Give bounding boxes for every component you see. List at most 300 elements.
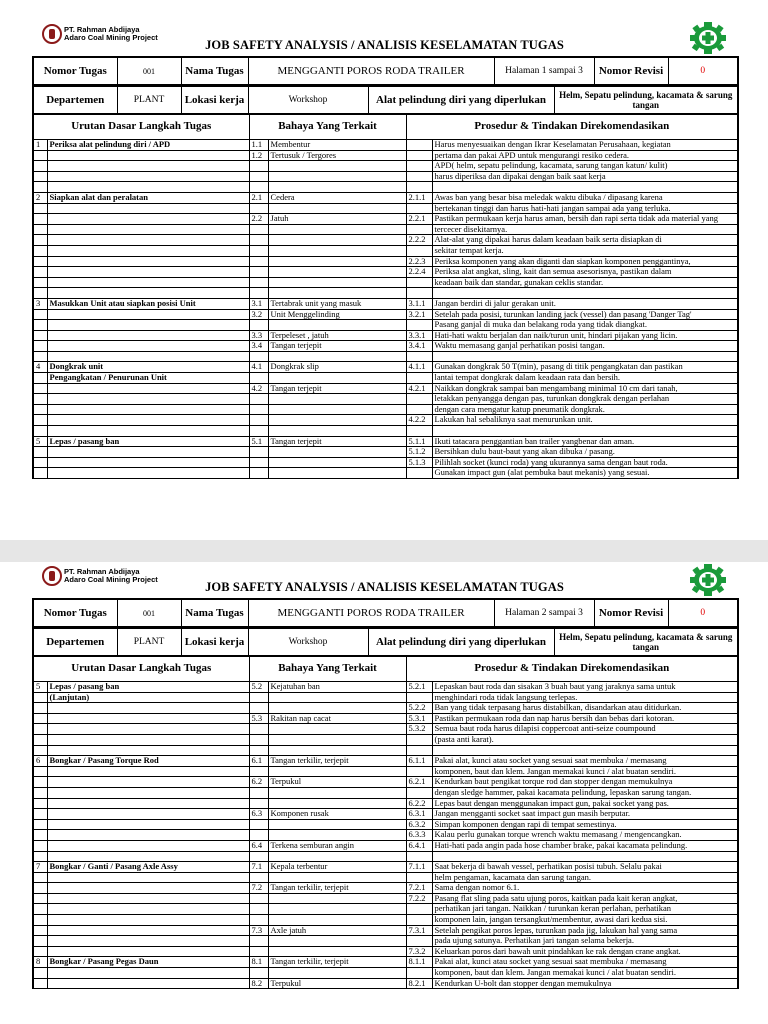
procedure-number: 4.1.1 bbox=[406, 362, 432, 373]
procedure-text: Ikuti tatacara penggantian ban trailer yangbenar dan aman. bbox=[432, 436, 738, 447]
procedure-number: 3.3.1 bbox=[406, 330, 432, 341]
document-page-2 bbox=[32, 564, 737, 989]
step-text bbox=[47, 968, 249, 979]
hazard-number: 2.2 bbox=[249, 214, 268, 225]
page-separator bbox=[0, 540, 768, 562]
hazard-number bbox=[249, 171, 268, 182]
step-text bbox=[47, 883, 249, 894]
hazard-text: Tangan terkilir, terjepit bbox=[268, 883, 406, 894]
procedure-number bbox=[406, 904, 432, 915]
table-row bbox=[33, 404, 738, 415]
table-row bbox=[33, 150, 738, 161]
nomor-tugas-value: 001 bbox=[117, 599, 181, 627]
procedure-number bbox=[406, 150, 432, 161]
procedure-number: 3.2.1 bbox=[406, 309, 432, 320]
nomor-revisi-value: 0 bbox=[668, 599, 738, 627]
hazard-text: Axle jatuh bbox=[268, 925, 406, 936]
hazard-number: 5.2 bbox=[249, 682, 268, 693]
procedure-number bbox=[406, 851, 432, 862]
procedure-number bbox=[406, 394, 432, 405]
company-project: Adaro Coal Mining Project bbox=[64, 33, 158, 42]
procedure-text: (pasta anti karat). bbox=[432, 734, 738, 745]
step-text bbox=[47, 288, 249, 299]
procedure-text: Periksa alat angkat, sling, kait dan semua asesorisnya, pastikan dalam bbox=[432, 267, 738, 278]
hazard-text bbox=[268, 404, 406, 415]
nama-tugas-value: MENGGANTI POROS RODA TRAILER bbox=[248, 57, 494, 85]
hazard-number bbox=[249, 724, 268, 735]
hazard-number: 3.1 bbox=[249, 298, 268, 309]
hazard-number bbox=[249, 904, 268, 915]
table-row bbox=[33, 426, 738, 437]
hazard-text: Dongkrak slip bbox=[268, 362, 406, 373]
procedure-text: Pasang flat sling pada satu ujung poros, kaitkan pada kait keran angkat, bbox=[432, 893, 738, 904]
hazard-text bbox=[268, 426, 406, 437]
step-number bbox=[33, 777, 47, 788]
procedure-number bbox=[406, 404, 432, 415]
company-name: PT. Rahman Abdijaya bbox=[64, 25, 140, 34]
hazard-number bbox=[249, 277, 268, 288]
hazard-text bbox=[268, 745, 406, 756]
hazard-number bbox=[249, 745, 268, 756]
procedure-text: Keluarkan poros dari bawah unit pindahkan ke rak dengan crane angkat. bbox=[432, 946, 738, 957]
hazard-number bbox=[249, 819, 268, 830]
step-text bbox=[47, 809, 249, 820]
hazard-text bbox=[268, 893, 406, 904]
table-row bbox=[33, 893, 738, 904]
procedure-text: Alat-alat yang dipakai harus dalam keadaan baik serta disiapkan di bbox=[432, 235, 738, 246]
lokasi-label: Lokasi kerja bbox=[181, 629, 248, 657]
procedure-number bbox=[406, 787, 432, 798]
gear-cross-icon bbox=[687, 22, 729, 54]
hazard-text: Tertusuk / Tergores bbox=[268, 150, 406, 161]
step-text bbox=[47, 256, 249, 267]
hazard-text bbox=[268, 872, 406, 883]
hazard-text: Terpukul bbox=[268, 777, 406, 788]
step-number bbox=[33, 703, 47, 714]
table-row bbox=[33, 787, 738, 798]
step-text bbox=[47, 404, 249, 415]
hazard-text: Kejatuhan ban bbox=[268, 682, 406, 693]
step-number bbox=[33, 851, 47, 862]
nomor-tugas-label: Nomor Tugas bbox=[33, 57, 117, 85]
hazard-text: Kepala terbentur bbox=[268, 862, 406, 873]
departemen-value: PLANT bbox=[117, 87, 181, 115]
apd-value: Helm, Sepatu pelindung, kacamata & sarung tangan bbox=[554, 629, 738, 657]
hazard-text bbox=[268, 256, 406, 267]
step-number bbox=[33, 915, 47, 926]
hazard-number bbox=[249, 394, 268, 405]
step-number bbox=[33, 341, 47, 352]
col-procedure-header: Prosedur & Tindakan Direkomendasikan bbox=[406, 657, 738, 682]
hazard-text bbox=[268, 351, 406, 362]
lokasi-value: Workshop bbox=[248, 629, 368, 657]
procedure-text: Kendurkan baut pengikat torque rod dan stopper dengan memukulnya bbox=[432, 777, 738, 788]
hazard-number bbox=[249, 426, 268, 437]
jsa-table bbox=[32, 115, 739, 479]
nama-tugas-value: MENGGANTI POROS RODA TRAILER bbox=[248, 599, 494, 627]
table-row bbox=[33, 925, 738, 936]
procedure-text: Pasang ganjal di muka dan belakang roda yang tidak diangkat. bbox=[432, 320, 738, 331]
col-step-header: Urutan Dasar Langkah Tugas bbox=[33, 657, 249, 682]
procedure-number bbox=[406, 245, 432, 256]
hazard-number bbox=[249, 415, 268, 426]
company-name: PT. Rahman Abdijaya bbox=[64, 567, 140, 576]
table-row bbox=[33, 224, 738, 235]
step-number bbox=[33, 936, 47, 947]
table-row bbox=[33, 862, 738, 873]
hazard-number bbox=[249, 447, 268, 458]
step-number bbox=[33, 351, 47, 362]
hazard-number bbox=[249, 798, 268, 809]
procedure-number bbox=[406, 872, 432, 883]
table-row bbox=[33, 756, 738, 767]
table-row bbox=[33, 203, 738, 214]
hazard-number bbox=[249, 766, 268, 777]
step-text bbox=[47, 946, 249, 957]
step-text bbox=[47, 766, 249, 777]
hazard-text bbox=[268, 766, 406, 777]
procedure-number bbox=[406, 936, 432, 947]
step-text bbox=[47, 171, 249, 182]
hazard-number bbox=[249, 457, 268, 468]
procedure-number: 6.4.1 bbox=[406, 840, 432, 851]
step-number bbox=[33, 809, 47, 820]
hazard-text: Tangan terkilir, terjepit bbox=[268, 957, 406, 968]
table-row bbox=[33, 904, 738, 915]
hazard-text bbox=[268, 819, 406, 830]
step-text bbox=[47, 703, 249, 714]
table-row bbox=[33, 309, 738, 320]
hazard-text bbox=[268, 267, 406, 278]
hazard-number: 5.1 bbox=[249, 436, 268, 447]
step-text bbox=[47, 203, 249, 214]
procedure-text bbox=[432, 351, 738, 362]
hazard-text bbox=[268, 182, 406, 193]
procedure-number bbox=[406, 182, 432, 193]
hazard-number: 7.3 bbox=[249, 925, 268, 936]
col-procedure-header: Prosedur & Tindakan Direkomendasikan bbox=[406, 115, 738, 140]
procedure-number: 5.1.3 bbox=[406, 457, 432, 468]
procedure-text: Gunakan dongkrak 50 T(min), pasang di titik pengangkatan dan pastikan bbox=[432, 362, 738, 373]
step-text bbox=[47, 840, 249, 851]
table-row bbox=[33, 245, 738, 256]
procedure-text bbox=[432, 288, 738, 299]
hazard-number bbox=[249, 872, 268, 883]
procedure-text: Sama dengan nomor 6.1. bbox=[432, 883, 738, 894]
procedure-number: 5.1.2 bbox=[406, 447, 432, 458]
step-text bbox=[47, 904, 249, 915]
step-number: 4 bbox=[33, 362, 47, 373]
halaman-value: Halaman 1 sampai 3 bbox=[494, 57, 594, 85]
hazard-text bbox=[268, 946, 406, 957]
step-number bbox=[33, 840, 47, 851]
nama-tugas-label: Nama Tugas bbox=[181, 57, 248, 85]
step-text bbox=[47, 872, 249, 883]
hazard-text bbox=[268, 734, 406, 745]
step-text: Lepas / pasang ban bbox=[47, 436, 249, 447]
table-row bbox=[33, 277, 738, 288]
procedure-number: 7.1.1 bbox=[406, 862, 432, 873]
step-number: 7 bbox=[33, 862, 47, 873]
procedure-number: 5.3.1 bbox=[406, 713, 432, 724]
step-number bbox=[33, 394, 47, 405]
step-number bbox=[33, 415, 47, 426]
hazard-text bbox=[268, 851, 406, 862]
step-number bbox=[33, 426, 47, 437]
table-row bbox=[33, 703, 738, 714]
procedure-text: dengan cara mengatur katup pneumatik dongkrak. bbox=[432, 404, 738, 415]
table-row bbox=[33, 798, 738, 809]
page-header bbox=[32, 564, 737, 598]
hazard-number bbox=[249, 351, 268, 362]
hazard-text: Komponen rusak bbox=[268, 809, 406, 820]
procedure-number: 2.2.1 bbox=[406, 214, 432, 225]
procedure-number: 6.3.1 bbox=[406, 809, 432, 820]
step-text: Bongkar / Pasang Pegas Daun bbox=[47, 957, 249, 968]
step-number bbox=[33, 447, 47, 458]
procedure-text bbox=[432, 426, 738, 437]
step-text bbox=[47, 893, 249, 904]
step-text bbox=[47, 819, 249, 830]
hazard-number bbox=[249, 224, 268, 235]
table-row bbox=[33, 734, 738, 745]
hazard-number bbox=[249, 288, 268, 299]
step-number: 5 bbox=[33, 682, 47, 693]
step-number bbox=[33, 235, 47, 246]
step-text: Bongkar / Ganti / Pasang Axle Assy bbox=[47, 862, 249, 873]
step-text bbox=[47, 330, 249, 341]
step-text: Masukkan Unit atau siapkan posisi Unit bbox=[47, 298, 249, 309]
hazard-number bbox=[249, 851, 268, 862]
nomor-revisi-value: 0 bbox=[668, 57, 738, 85]
lokasi-label: Lokasi kerja bbox=[181, 87, 248, 115]
hazard-text bbox=[268, 224, 406, 235]
hazard-text bbox=[268, 415, 406, 426]
hazard-number bbox=[249, 692, 268, 703]
table-row bbox=[33, 267, 738, 278]
step-text bbox=[47, 936, 249, 947]
procedure-text: lantai tempat dongkrak dalam keadaan rata dan bersih. bbox=[432, 373, 738, 384]
step-number bbox=[33, 150, 47, 161]
step-number bbox=[33, 883, 47, 894]
table-row bbox=[33, 373, 738, 384]
procedure-text: sekitar tempat kerja. bbox=[432, 245, 738, 256]
table-row bbox=[33, 777, 738, 788]
step-text: (Lanjutan) bbox=[47, 692, 249, 703]
table-row bbox=[33, 182, 738, 193]
procedure-text bbox=[432, 182, 738, 193]
step-text bbox=[47, 351, 249, 362]
hazard-number bbox=[249, 245, 268, 256]
procedure-text: Kendurkan U-bolt dan stopper dengan memukulnya bbox=[432, 978, 738, 989]
procedure-text: tercecer disekitarnya. bbox=[432, 224, 738, 235]
procedure-text: Kalau perlu gunakan torque wrench waktu memasang / mengencangkan. bbox=[432, 830, 738, 841]
step-text bbox=[47, 383, 249, 394]
table-row bbox=[33, 383, 738, 394]
step-number bbox=[33, 320, 47, 331]
procedure-text: Simpan komponen dengan rapi di tempat semestinya. bbox=[432, 819, 738, 830]
hazard-number: 5.3 bbox=[249, 713, 268, 724]
job-header-table-2 bbox=[32, 628, 739, 657]
hazard-text: Tertabrak unit yang masuk bbox=[268, 298, 406, 309]
table-row bbox=[33, 192, 738, 203]
procedure-number: 6.3.3 bbox=[406, 830, 432, 841]
table-row bbox=[33, 161, 738, 172]
procedure-text: harus diperiksa dan dipakai dengan baik saat kerja bbox=[432, 171, 738, 182]
procedure-number bbox=[406, 692, 432, 703]
step-number bbox=[33, 171, 47, 182]
step-text bbox=[47, 415, 249, 426]
table-row bbox=[33, 171, 738, 182]
procedure-number bbox=[406, 468, 432, 479]
table-row bbox=[33, 468, 738, 479]
procedure-text: Periksa komponen yang akan diganti dan siapkan komponen penggantinya, bbox=[432, 256, 738, 267]
procedure-text: Pakai alat, kunci atau socket yang sesuai saat membuka / memasang bbox=[432, 957, 738, 968]
procedure-number bbox=[406, 171, 432, 182]
nomor-tugas-label: Nomor Tugas bbox=[33, 599, 117, 627]
step-text bbox=[47, 309, 249, 320]
step-text bbox=[47, 457, 249, 468]
step-number bbox=[33, 745, 47, 756]
hazard-text bbox=[268, 161, 406, 172]
procedure-number bbox=[406, 203, 432, 214]
hazard-number bbox=[249, 468, 268, 479]
procedure-text: perhatikan jari tangan. Naikkan / turunkan keran perlahan, perhatikan bbox=[432, 904, 738, 915]
procedure-number: 2.2.2 bbox=[406, 235, 432, 246]
step-text: Bongkar / Pasang Torque Rod bbox=[47, 756, 249, 767]
hazard-number bbox=[249, 182, 268, 193]
procedure-number bbox=[406, 373, 432, 384]
departemen-label: Departemen bbox=[33, 629, 117, 657]
procedure-number bbox=[406, 277, 432, 288]
hazard-text bbox=[268, 373, 406, 384]
hazard-text bbox=[268, 468, 406, 479]
departemen-value: PLANT bbox=[117, 629, 181, 657]
procedure-number: 6.1.1 bbox=[406, 756, 432, 767]
table-row bbox=[33, 351, 738, 362]
hazard-text bbox=[268, 968, 406, 979]
hazard-text: Unit Menggelinding bbox=[268, 309, 406, 320]
step-number bbox=[33, 872, 47, 883]
step-text bbox=[47, 798, 249, 809]
step-text bbox=[47, 320, 249, 331]
procedure-number: 3.1.1 bbox=[406, 298, 432, 309]
hazard-text: Tangan terjepit bbox=[268, 436, 406, 447]
hazard-number bbox=[249, 373, 268, 384]
hazard-text bbox=[268, 703, 406, 714]
table-row bbox=[33, 298, 738, 309]
hazard-text bbox=[268, 277, 406, 288]
table-row bbox=[33, 682, 738, 693]
nama-tugas-label: Nama Tugas bbox=[181, 599, 248, 627]
procedure-number bbox=[406, 140, 432, 151]
table-row bbox=[33, 415, 738, 426]
hazard-text bbox=[268, 171, 406, 182]
procedure-text: Jangan berdiri di jalur gerakan unit. bbox=[432, 298, 738, 309]
table-row bbox=[33, 968, 738, 979]
company-project: Adaro Coal Mining Project bbox=[64, 575, 158, 584]
procedure-number: 6.3.2 bbox=[406, 819, 432, 830]
hazard-number bbox=[249, 235, 268, 246]
step-number bbox=[33, 978, 47, 989]
procedure-text bbox=[432, 745, 738, 756]
step-number bbox=[33, 724, 47, 735]
hazard-number bbox=[249, 915, 268, 926]
hazard-text: Terkena semburan angin bbox=[268, 840, 406, 851]
nomor-tugas-value: 001 bbox=[117, 57, 181, 85]
document-title: JOB SAFETY ANALYSIS / ANALISIS KESELAMATAN TUGAS bbox=[205, 38, 564, 52]
hazard-text: Terpeleset , jatuh bbox=[268, 330, 406, 341]
procedure-text: dengan sledge hammer, pakai kacamata pelindung, lepaskan sarung tangan. bbox=[432, 787, 738, 798]
hazard-number: 6.4 bbox=[249, 840, 268, 851]
procedure-number bbox=[406, 320, 432, 331]
hazard-text: Tangan terjepit bbox=[268, 383, 406, 394]
hazard-text bbox=[268, 235, 406, 246]
step-number bbox=[33, 925, 47, 936]
hazard-text bbox=[268, 915, 406, 926]
procedure-text: komponen, baut dan klem. Jangan memakai kunci / alat buatan sendiri. bbox=[432, 968, 738, 979]
step-text bbox=[47, 150, 249, 161]
procedure-number bbox=[406, 745, 432, 756]
procedure-text: keadaan baik dan standar, gunakan ceklis standar. bbox=[432, 277, 738, 288]
procedure-number: 8.1.1 bbox=[406, 957, 432, 968]
hazard-number bbox=[249, 203, 268, 214]
step-number bbox=[33, 373, 47, 384]
table-row bbox=[33, 840, 738, 851]
step-number bbox=[33, 713, 47, 724]
gear-cross-icon bbox=[687, 564, 729, 596]
table-row bbox=[33, 946, 738, 957]
table-row bbox=[33, 320, 738, 331]
step-number: 1 bbox=[33, 140, 47, 151]
step-number bbox=[33, 798, 47, 809]
hazard-number bbox=[249, 734, 268, 745]
procedure-text: Pastikan permukaan roda dan nap harus bersih dan bebas dari kotoran. bbox=[432, 713, 738, 724]
procedure-number: 4.2.1 bbox=[406, 383, 432, 394]
col-hazard-header: Bahaya Yang Terkait bbox=[249, 115, 406, 140]
procedure-text: Pastikan permukaan kerja harus aman, bersih dan rapi serta tidak ada material yang bbox=[432, 214, 738, 225]
hazard-text bbox=[268, 394, 406, 405]
document-title: JOB SAFETY ANALYSIS / ANALISIS KESELAMATAN TUGAS bbox=[205, 580, 564, 594]
hazard-number bbox=[249, 968, 268, 979]
table-row bbox=[33, 330, 738, 341]
step-text bbox=[47, 745, 249, 756]
table-row bbox=[33, 766, 738, 777]
step-text bbox=[47, 161, 249, 172]
step-text: Dongkrak unit bbox=[47, 362, 249, 373]
procedure-number: 6.2.2 bbox=[406, 798, 432, 809]
table-row bbox=[33, 957, 738, 968]
procedure-number: 2.2.4 bbox=[406, 267, 432, 278]
apd-label: Alat pelindung diri yang diperlukan bbox=[368, 87, 554, 115]
table-row bbox=[33, 713, 738, 724]
table-row bbox=[33, 724, 738, 735]
hazard-text bbox=[268, 936, 406, 947]
table-row bbox=[33, 394, 738, 405]
procedure-text: komponen, baut dan klem. Jangan memakai kunci / alat buatan sendiri. bbox=[432, 766, 738, 777]
hazard-text: Membentur bbox=[268, 140, 406, 151]
hazard-text bbox=[268, 798, 406, 809]
step-text bbox=[47, 341, 249, 352]
procedure-number: 7.2.2 bbox=[406, 893, 432, 904]
step-text bbox=[47, 447, 249, 458]
step-text bbox=[47, 224, 249, 235]
procedure-text: Pilihlah socket (kunci roda) yang ukurannya sama dengan baut roda. bbox=[432, 457, 738, 468]
step-text bbox=[47, 468, 249, 479]
procedure-text: bertekanan tinggi dan harus hati-hati jangan sampai ada yang terluka. bbox=[432, 203, 738, 214]
step-text bbox=[47, 267, 249, 278]
step-number bbox=[33, 968, 47, 979]
